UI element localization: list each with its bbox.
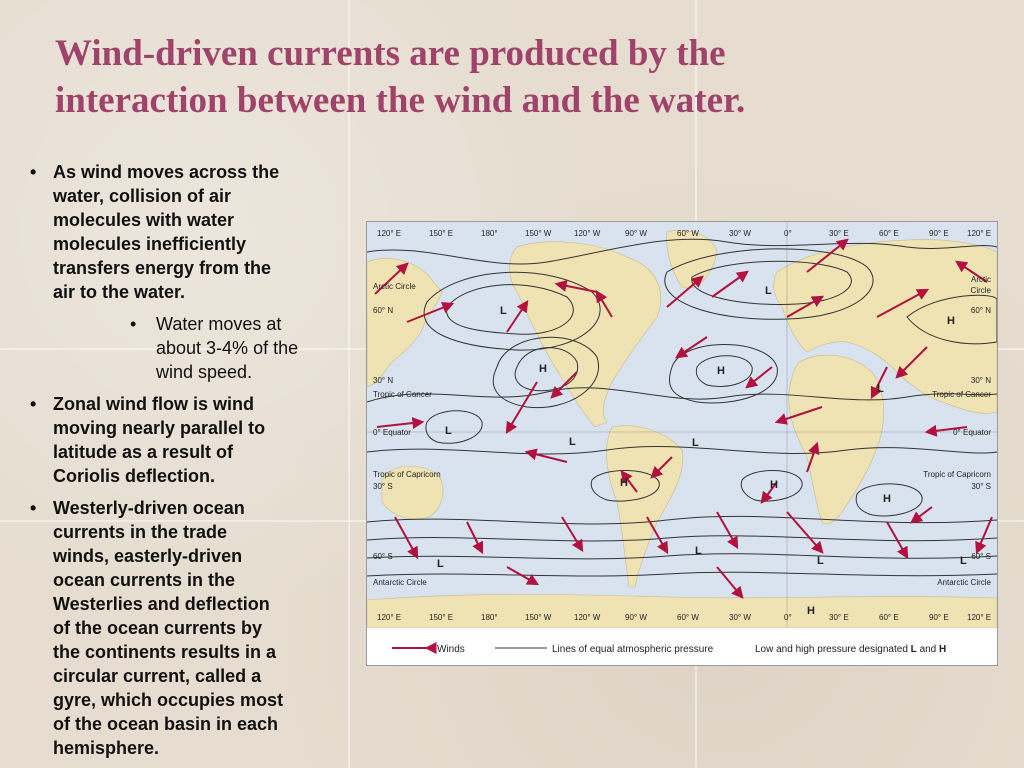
- tropic-cancer-label: Tropic of Cancer: [932, 390, 991, 399]
- bullet-line: latitude as a result of: [53, 442, 234, 462]
- legend-low-symbol: L: [910, 644, 917, 655]
- tropic-capricorn-label: Tropic of Capricorn: [373, 470, 441, 479]
- legend-winds-label: Winds: [437, 644, 465, 655]
- latitude-label: 30° S: [373, 482, 393, 491]
- bullet-line: Coriolis deflection.: [53, 466, 216, 486]
- high-pressure-label: H: [620, 477, 628, 489]
- longitude-label: 120° E: [377, 229, 402, 238]
- longitude-label: 150° W: [525, 613, 552, 622]
- bullet-line: water, collision of air: [53, 186, 232, 206]
- latitude-label: 30° S: [971, 482, 991, 491]
- high-pressure-label: H: [717, 365, 725, 377]
- longitude-label: 120° W: [574, 613, 601, 622]
- longitude-label: 180°: [481, 613, 498, 622]
- low-pressure-label: L: [960, 555, 967, 567]
- legend-designation-label: [755, 644, 946, 655]
- wind-pressure-map: [366, 221, 998, 666]
- longitude-label: 30° E: [829, 229, 849, 238]
- map-svg: [367, 222, 997, 665]
- arctic-circle-label: Arctic Circle: [373, 282, 416, 291]
- bullet-line: gyre, which occupies most: [53, 690, 284, 710]
- bullet-line: molecules with water: [53, 210, 235, 230]
- high-pressure-label: H: [883, 493, 891, 505]
- bullet-line: ocean currents in the: [53, 570, 236, 590]
- bullet-line: hemisphere.: [53, 738, 160, 758]
- bullet-list: [28, 160, 358, 768]
- subbullet-water-speed: [156, 312, 358, 384]
- latitude-label: 60° N: [373, 306, 394, 315]
- bullet-line: • Water moves at: [156, 314, 282, 334]
- longitude-label: 30° W: [729, 613, 751, 622]
- longitude-label: 60° E: [879, 229, 899, 238]
- legend-isobar-label: Lines of equal atmospheric pressure: [552, 644, 714, 655]
- bullet-line: of the ocean basin in each: [53, 714, 279, 734]
- high-pressure-label: H: [947, 315, 955, 327]
- low-pressure-label: L: [437, 558, 444, 570]
- high-pressure-label: H: [539, 363, 547, 375]
- bullet-line: about 3-4% of the: [156, 338, 299, 358]
- legend: [367, 628, 997, 665]
- bullet-line: of the ocean currents by: [53, 618, 263, 638]
- longitude-label: 90° W: [625, 229, 647, 238]
- longitude-label: 0°: [784, 613, 792, 622]
- bullet-line: transfers energy from the: [53, 258, 272, 278]
- bullet-line: • Westerly-driven ocean: [53, 498, 245, 518]
- low-pressure-label: L: [569, 436, 576, 448]
- low-pressure-label: L: [500, 305, 507, 317]
- low-pressure-label: L: [765, 285, 772, 297]
- latitude-label: 30° N: [373, 376, 394, 385]
- bullet-line: wind speed.: [156, 362, 253, 382]
- longitude-label: 120° E: [377, 613, 402, 622]
- longitude-label: 60° W: [677, 613, 699, 622]
- longitude-label: 30° E: [829, 613, 849, 622]
- bullet-line: molecules inefficiently: [53, 234, 247, 254]
- latitude-label: 60° N: [970, 306, 991, 315]
- longitude-label: 120° E: [967, 613, 992, 622]
- arctic-circle-label: Arctic: [971, 275, 991, 284]
- low-pressure-label: L: [695, 545, 702, 557]
- longitude-label: 30° W: [729, 229, 751, 238]
- slide-title: [55, 30, 1005, 124]
- bullet-line: moving nearly parallel to: [53, 418, 266, 438]
- title-line: Wind-driven currents are produced by the: [55, 33, 726, 74]
- title-line: interaction between the wind and the water.: [55, 80, 746, 121]
- legend-and-text: and: [919, 644, 937, 655]
- longitude-label: 150° E: [429, 229, 454, 238]
- latitude-label: 60° S: [971, 552, 991, 561]
- longitude-label: 120° E: [967, 229, 992, 238]
- bullet-line: • Zonal wind flow is wind: [53, 394, 254, 414]
- longitude-label: 90° W: [625, 613, 647, 622]
- tropic-cancer-label: Tropic of Cancer: [373, 390, 432, 399]
- bullet-line: • As wind moves across the: [53, 162, 280, 182]
- latitude-label: 60° S: [373, 552, 393, 561]
- antarctic-circle-label: Antarctic Circle: [937, 578, 991, 587]
- bullet-line: the continents results in a: [53, 642, 277, 662]
- low-pressure-label: L: [817, 555, 824, 567]
- bullet-line: circular current, called a: [53, 666, 262, 686]
- low-pressure-label: L: [445, 425, 452, 437]
- equator-label: 0° Equator: [373, 428, 411, 437]
- longitude-label: 60° E: [879, 613, 899, 622]
- longitude-label: 150° E: [429, 613, 454, 622]
- bullet-zonal-flow: [28, 392, 358, 488]
- longitude-label: 90° E: [929, 229, 949, 238]
- longitude-label: 0°: [784, 229, 792, 238]
- antarctic-circle-label: Antarctic Circle: [373, 578, 427, 587]
- bullet-wind-energy: [28, 160, 358, 304]
- bullet-line: currents in the trade: [53, 522, 228, 542]
- high-pressure-label: H: [807, 605, 815, 617]
- high-pressure-label: H: [770, 479, 778, 491]
- longitude-label: 90° E: [929, 613, 949, 622]
- legend-high-symbol: H: [939, 644, 947, 655]
- land-antarctica: [367, 594, 997, 628]
- arctic-circle-label: Circle: [970, 286, 991, 295]
- longitude-label: 120° W: [574, 229, 601, 238]
- bullet-gyre: [28, 496, 358, 760]
- low-pressure-label: L: [692, 437, 699, 449]
- tropic-capricorn-label: Tropic of Capricorn: [923, 470, 991, 479]
- equator-label: 0° Equator: [953, 428, 991, 437]
- bullet-line: air to the water.: [53, 282, 186, 302]
- longitude-label: 180°: [481, 229, 498, 238]
- low-pressure-label: L: [877, 383, 884, 395]
- longitude-label: 60° W: [677, 229, 699, 238]
- legend-designation-text: Low and high pressure designated: [755, 644, 908, 655]
- bullet-line: Westerlies and deflection: [53, 594, 270, 614]
- latitude-label: 30° N: [970, 376, 991, 385]
- bullet-line: winds, easterly-driven: [53, 546, 243, 566]
- longitude-label: 150° W: [525, 229, 552, 238]
